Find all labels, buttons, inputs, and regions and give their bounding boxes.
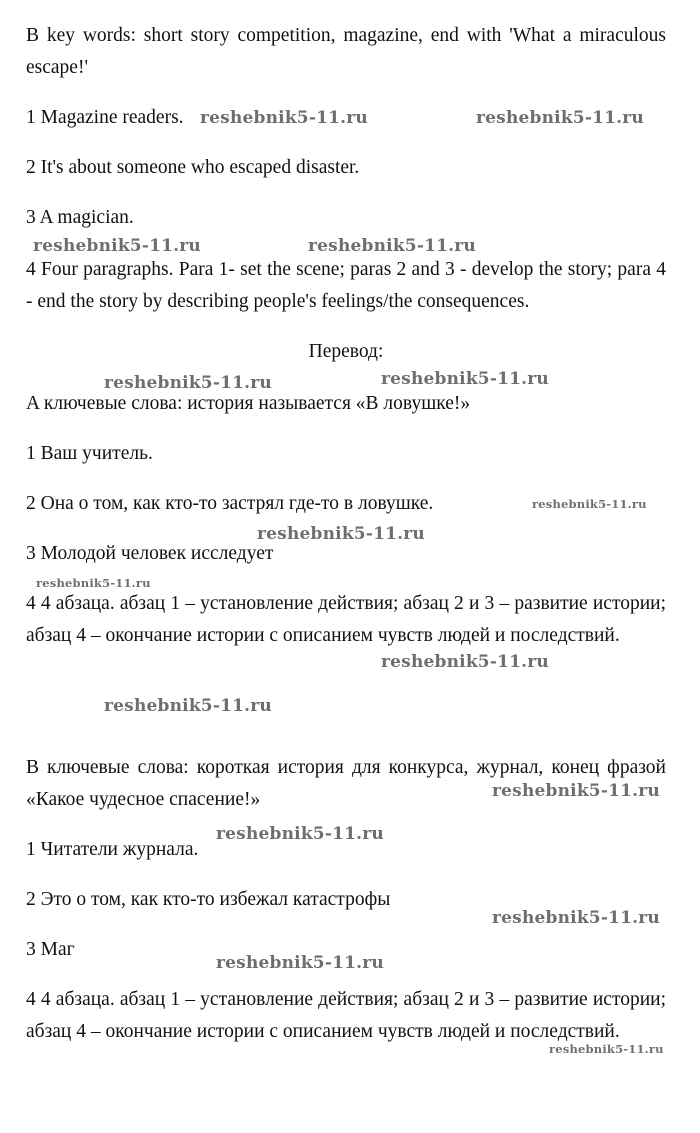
answer-3-ru-b: 3 Маг [26,939,75,960]
watermark: reshebnik5-11.ru [492,781,660,801]
watermark: reshebnik5-11.ru [104,373,272,393]
paragraph-b-key-words-ru: В ключевые слова: короткая история для конкурса, журнал, конец фразой «Какое чудесное спасение!» [26,757,666,810]
answer-1-ru-a: 1 Ваш учитель. [26,443,153,464]
watermark: reshebnik5-11.ru [216,953,384,973]
answer-1-en: 1 Magazine readers. [26,107,184,128]
watermark: reshebnik5-11.ru [308,236,476,256]
watermark: reshebnik5-11.ru [257,524,425,544]
watermark: reshebnik5-11.ru [532,497,647,511]
watermark: reshebnik5-11.ru [216,824,384,844]
watermark: reshebnik5-11.ru [549,1042,664,1056]
answer-2-ru-b: 2 Это о том, как кто-то избежал катастрофы [26,889,391,910]
watermark: reshebnik5-11.ru [104,696,272,716]
paragraph-b-key-words: B key words: short story competition, magazine, end with 'What a miraculous escape!' [26,25,666,78]
watermark: reshebnik5-11.ru [492,908,660,928]
answer-2-en: 2 It's about someone who escaped disaster. [26,157,360,178]
watermark: reshebnik5-11.ru [381,652,549,672]
answer-4-ru-b: 4 4 абзаца. абзац 1 – установление действия; абзац 2 и 3 – развитие истории; абзац 4 – окончание истории с описанием чувств людей и последствий. [26,989,666,1042]
answer-2-ru-a: 2 Она о том, как кто-то застрял где-то в ловушке. [26,493,434,514]
watermark: reshebnik5-11.ru [33,236,201,256]
answer-3-en: 3 A magician. [26,207,134,228]
answer-1-ru-b: 1 Читатели журнала. [26,839,199,860]
watermark: reshebnik5-11.ru [476,108,644,128]
translation-heading: Перевод: [308,341,384,362]
watermark: reshebnik5-11.ru [36,576,151,590]
watermark: reshebnik5-11.ru [200,108,368,128]
paragraph-a-key-words-ru: A ключевые слова: история называется «В ловушке!» [26,393,471,414]
answer-4-ru-a: 4 4 абзаца. абзац 1 – установление действия; абзац 2 и 3 – развитие истории; абзац 4 – окончание истории с описанием чувств людей и последствий. [26,593,666,646]
answer-3-ru-a: 3 Молодой человек исследует [26,543,274,564]
watermark: reshebnik5-11.ru [381,369,549,389]
answer-4-en: 4 Four paragraphs. Para 1- set the scene; paras 2 and 3 - develop the story; para 4 - end the story by describing people's feelings/the consequences. [26,259,666,312]
